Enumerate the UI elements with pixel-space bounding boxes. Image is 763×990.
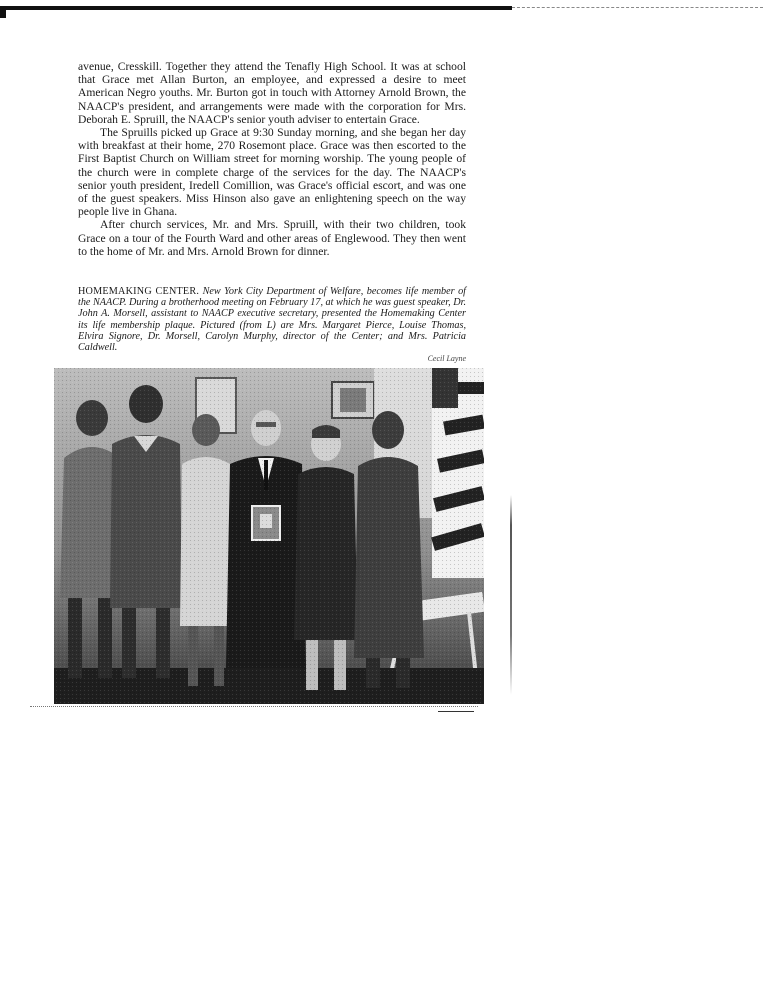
photo-caption	[78, 286, 466, 353]
group-photo-illustration	[54, 368, 484, 704]
side-margin-line	[510, 495, 512, 695]
bottom-rule	[30, 706, 478, 707]
top-rule	[0, 6, 512, 10]
article-text	[78, 60, 466, 258]
caption-lead: HOMEMAKING CENTER.	[78, 286, 200, 297]
photo-credit: Cecil Layne	[427, 354, 466, 363]
top-dashed-rule	[512, 7, 763, 8]
article-paragraph-2: The Spruills picked up Grace at 9:30 Sunday morning, and she began her day with breakfast at their home, 270 Rosemont place. Grace was then escorted to the First Baptist Church on William street for morning worship. The young people of the church were in complete charge of the services for the day. The NAACP's senior youth president, Iredell Comillion, was Grace's official escort, and was one of the guest speakers. Miss Hinson also gave an enlightening speech on the way people live in Ghana.	[78, 126, 466, 219]
article-paragraph-3: After church services, Mr. and Mrs. Spruill, with their two children, took Grace on a tour of the Fourth Ward and other areas of Englewood. They then went to the home of Mr. and Mrs. Arnold Brown for dinner.	[78, 218, 466, 258]
caption-body: New York City Department of Welfare, becomes life member of the NAACP. During a brotherhood meeting on February 17, at which he was guest speaker, Dr. John A. Morsell, assistant to NAACP executive secretary, presented the Homemaking Center its life membership plaque. Pictured (from L) are Mrs. Margaret Pierce, Louise Thomas, Elvira Signore, Dr. Morsell, Carolyn Murphy, director of the Center; and Mrs. Patricia Caldwell.	[78, 286, 467, 354]
group-photo	[54, 368, 484, 704]
article-paragraph-1: avenue, Cresskill. Together they attend the Tenafly High School. It was at school that Grace met Allan Burton, an employee, and expressed a desire to meet American Negro youths. Mr. Burton got in touch with Attorney Arnold Brown, the NAACP's president, and arrangements were made with the corporation for Mrs. Deborah E. Spruill, the NAACP's senior youth adviser to entertain Grace.	[78, 60, 466, 126]
bottom-rule-short	[438, 711, 474, 712]
corner-mark	[0, 10, 6, 18]
